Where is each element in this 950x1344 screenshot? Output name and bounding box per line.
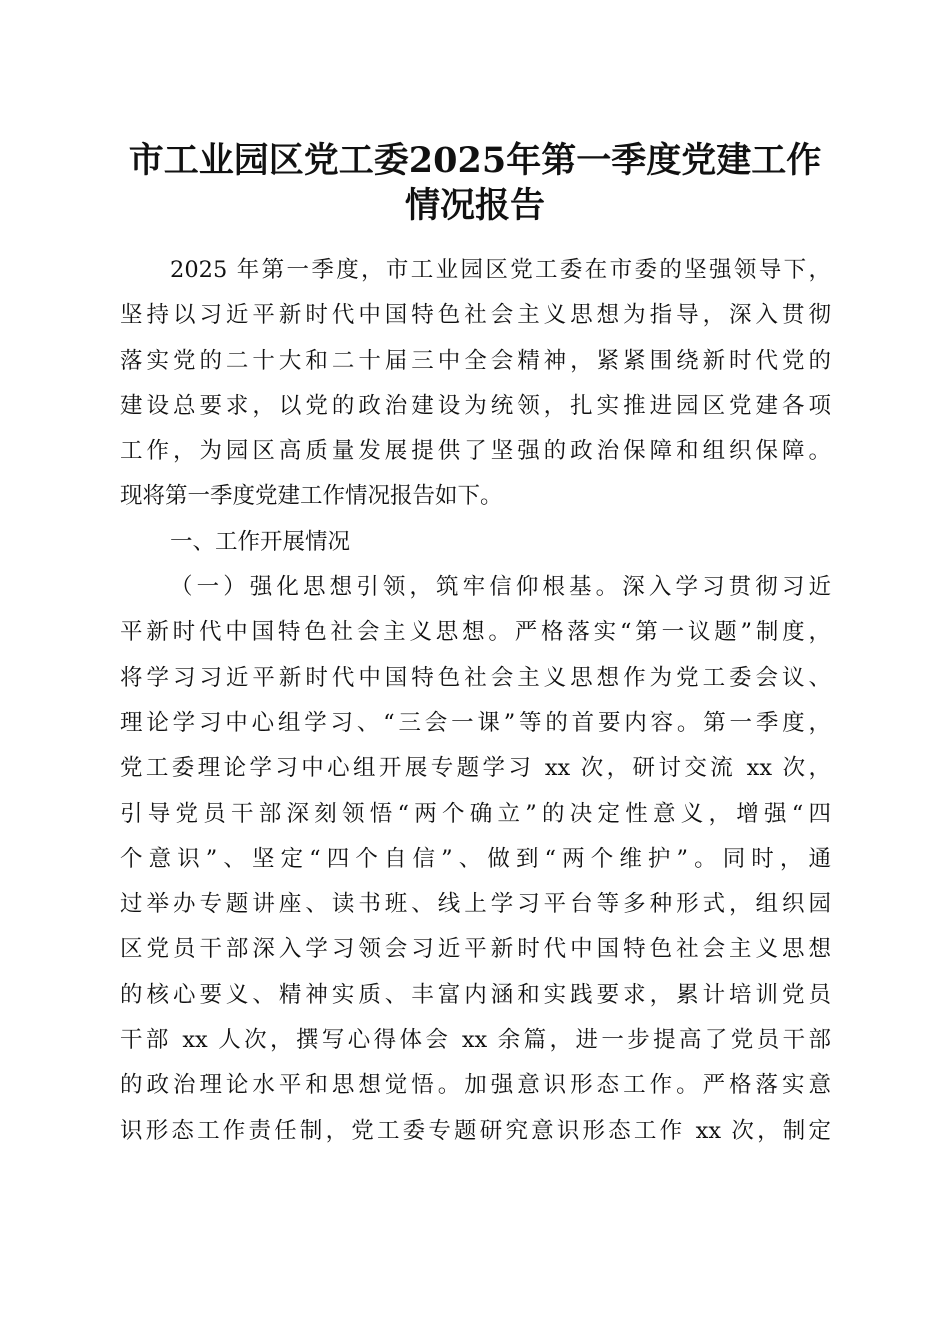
document-body [120,248,831,1154]
paragraph-line: 干部 xx 人次，撰写心得体会 xx 余篇，进一步提高了党员干部 [120,1027,831,1054]
document-title-line-1: 市工业园区党工委2025年第一季度党建工作 [128,140,822,181]
paragraph-line: 识形态工作责任制，党工委专题研究意识形态工作 xx 次，制定 [120,1117,831,1144]
document-title-line-2: 情况报告 [404,185,545,226]
intro-line: 现将第一季度党建工作情况报告如下。 [120,483,503,510]
intro-line: 落实党的二十大和二十届三中全会精神，紧紧围绕新时代党的 [120,347,831,374]
paragraph-line: 的核心要义、精神实质、丰富内涵和实践要求，累计培训党员 [120,981,831,1008]
intro-line: 2025 年第一季度，市工业园区党工委在市委的坚强领导下， [170,257,831,283]
section-heading: 一、工作开展情况 [170,528,351,555]
paragraph-line: 引导党员干部深刻领悟“两个确立”的决定性意义，增强“四 [120,800,831,827]
paragraph-line: 的政治理论水平和思想觉悟。加强意识形态工作。严格落实意 [120,1072,831,1099]
paragraph-line: 理论学习中心组学习、“三会一课”等的首要内容。第一季度， [120,709,831,736]
paragraph-line: 过举办专题讲座、读书班、线上学习平台等多种形式，组织园 [120,891,831,918]
paragraph-line: 平新时代中国特色社会主义思想。严格落实“第一议题”制度， [120,619,831,646]
paragraph-line: （一）强化思想引领，筑牢信仰根基。深入学习贯彻习近 [170,574,831,601]
paragraph-line: 区党员干部深入学习领会习近平新时代中国特色社会主义思想 [120,936,831,963]
intro-line: 工作，为园区高质量发展提供了坚强的政治保障和组织保障。 [120,438,831,465]
paragraph-line: 将学习习近平新时代中国特色社会主义思想作为党工委会议、 [120,664,831,691]
paragraph-line: 个意识”、坚定“四个自信”、做到“两个维护”。同时，通 [120,845,831,872]
intro-line: 建设总要求，以党的政治建设为统领，扎实推进园区党建各项 [120,392,831,419]
paragraph-line: 党工委理论学习中心组开展专题学习 xx 次，研讨交流 xx 次， [120,755,831,782]
intro-line: 坚持以习近平新时代中国特色社会主义思想为指导，深入贯彻 [120,302,831,329]
